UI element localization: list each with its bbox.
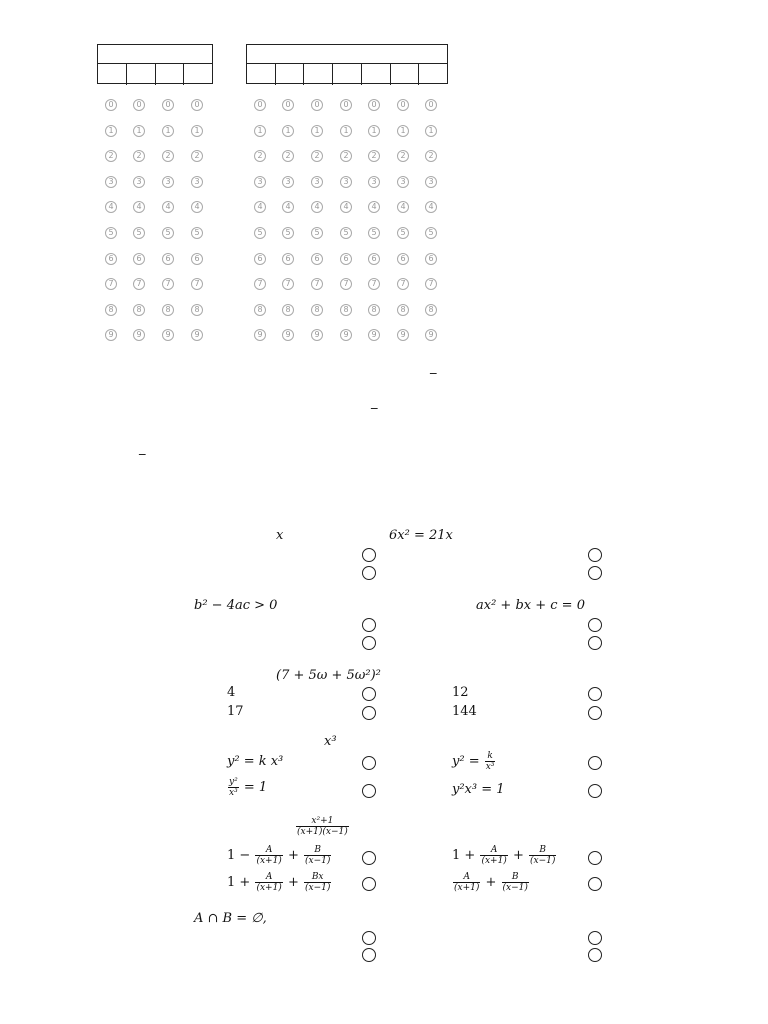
omr-digit-bubble[interactable]: 7 [254, 278, 266, 290]
omr-digit-bubble[interactable]: 4 [340, 201, 352, 213]
fraction-numerator: y² [229, 777, 238, 787]
omr-digit-bubble[interactable]: 3 [311, 176, 323, 188]
omr-digit-bubble[interactable]: 4 [397, 201, 409, 213]
plus-sign: + [481, 875, 501, 890]
q5-option-a-label [227, 845, 332, 866]
omr-digit-bubble[interactable]: 0 [133, 99, 145, 111]
omr-digit-bubble[interactable]: 0 [425, 99, 437, 111]
fraction [529, 845, 556, 866]
omr-digit-bubble[interactable]: 9 [397, 329, 409, 341]
plus-sign: + [508, 848, 528, 863]
fraction-denominator: (x−1) [529, 856, 556, 866]
fraction [480, 845, 507, 866]
answer-grid-header-left [97, 44, 213, 84]
omr-digit-bubble[interactable]: 0 [162, 99, 174, 111]
q6-option-a-radio[interactable] [362, 931, 376, 945]
q5-option-c-prefix: 1 + [227, 875, 255, 890]
omr-digit-bubble[interactable]: 9 [425, 329, 437, 341]
fraction [304, 845, 331, 866]
omr-digit-bubble[interactable]: 8 [397, 304, 409, 316]
q5-option-b-label [452, 845, 557, 866]
omr-digit-bubble[interactable]: 8 [105, 304, 117, 316]
fraction-denominator: x³ [485, 762, 495, 772]
omr-digit-bubble[interactable]: 3 [425, 176, 437, 188]
q2-option-d-radio[interactable] [588, 636, 602, 650]
omr-digit-bubble[interactable]: 3 [162, 176, 174, 188]
omr-digit-bubble[interactable]: 1 [368, 125, 380, 137]
q4-option-b-label [452, 751, 496, 772]
omr-digit-bubble[interactable]: 9 [105, 329, 117, 341]
omr-digit-bubble[interactable]: 8 [368, 304, 380, 316]
omr-digit-bubble[interactable]: 8 [254, 304, 266, 316]
omr-digit-bubble[interactable]: 1 [397, 125, 409, 137]
omr-digit-bubble[interactable]: 6 [340, 253, 352, 265]
omr-digit-bubble[interactable]: 7 [105, 278, 117, 290]
q2-option-b-radio[interactable] [588, 618, 602, 632]
q4-option-a-label: y² = k x³ [227, 754, 284, 769]
omr-digit-bubble[interactable]: 0 [254, 99, 266, 111]
omr-digit-bubble[interactable]: 4 [133, 201, 145, 213]
omr-digit-bubble[interactable]: 1 [162, 125, 174, 137]
answer-entry-box[interactable] [419, 64, 447, 85]
answer-entry-box[interactable] [276, 64, 305, 85]
omr-digit-bubble[interactable]: 0 [368, 99, 380, 111]
omr-digit-bubble[interactable]: 7 [368, 278, 380, 290]
fraction-denominator: (x+1) [256, 883, 282, 893]
omr-digit-bubble[interactable]: 3 [340, 176, 352, 188]
fraction-numerator: A [453, 872, 480, 883]
fraction-denominator: (x+1) [256, 856, 282, 866]
omr-digit-bubble[interactable]: 7 [282, 278, 294, 290]
omr-digit-bubble[interactable]: 9 [254, 329, 266, 341]
omr-digit-bubble[interactable]: 1 [105, 125, 117, 137]
answer-entry-box[interactable] [333, 64, 362, 85]
q4-option-a-radio[interactable] [362, 756, 376, 770]
answer-entry-box[interactable] [156, 64, 185, 85]
omr-digit-bubble[interactable]: 8 [340, 304, 352, 316]
answer-entry-box[interactable] [362, 64, 391, 85]
q1-option-b-radio[interactable] [588, 548, 602, 562]
omr-digit-bubble[interactable]: 6 [397, 253, 409, 265]
q6-option-b-radio[interactable] [588, 931, 602, 945]
omr-digit-bubble[interactable]: 6 [191, 253, 203, 265]
omr-digit-bubble[interactable]: 5 [105, 227, 117, 239]
omr-digit-bubble[interactable]: 7 [425, 278, 437, 290]
q6-set-condition: A ∩ B = ∅, [194, 911, 267, 926]
omr-digit-bubble[interactable]: 0 [105, 99, 117, 111]
q4-option-c-label [227, 777, 267, 798]
omr-digit-bubble[interactable]: 3 [133, 176, 145, 188]
fraction-numerator: A [480, 845, 507, 856]
fraction-numerator: B [502, 872, 529, 883]
answer-entry-box[interactable] [247, 64, 276, 85]
fraction [304, 872, 331, 893]
omr-digit-bubble[interactable]: 5 [340, 227, 352, 239]
omr-digit-bubble[interactable]: 9 [340, 329, 352, 341]
omr-digit-bubble[interactable]: 5 [133, 227, 145, 239]
omr-digit-bubble[interactable]: 5 [311, 227, 323, 239]
omr-digit-bubble[interactable]: 0 [311, 99, 323, 111]
blank-dash: _ [371, 395, 378, 410]
fraction [485, 751, 496, 772]
omr-digit-bubble[interactable]: 6 [282, 253, 294, 265]
blank-dash: _ [430, 360, 437, 375]
q5-option-d-label [452, 872, 530, 893]
omr-digit-bubble[interactable]: 3 [191, 176, 203, 188]
omr-digit-bubble[interactable]: 8 [162, 304, 174, 316]
fraction-numerator: A [255, 845, 282, 856]
q2-discriminant-condition: b² − 4ac > 0 [194, 598, 278, 613]
omr-digit-bubble[interactable]: 6 [162, 253, 174, 265]
q3-option-d-radio[interactable] [588, 706, 602, 720]
omr-digit-bubble[interactable]: 7 [191, 278, 203, 290]
q6-option-c-radio[interactable] [362, 948, 376, 962]
q3-option-c-radio[interactable] [362, 706, 376, 720]
answer-entry-box[interactable] [184, 64, 212, 85]
q3-option-a-radio[interactable] [362, 687, 376, 701]
omr-digit-bubble[interactable]: 6 [311, 253, 323, 265]
fraction-denominator: (x−1) [304, 856, 331, 866]
answer-entry-box[interactable] [304, 64, 333, 85]
omr-digit-bubble[interactable]: 4 [105, 201, 117, 213]
omr-digit-bubble[interactable]: 2 [254, 150, 266, 162]
omr-digit-bubble[interactable]: 1 [133, 125, 145, 137]
omr-digit-bubble[interactable]: 8 [311, 304, 323, 316]
omr-digit-bubble[interactable]: 6 [425, 253, 437, 265]
omr-digit-bubble[interactable]: 5 [397, 227, 409, 239]
omr-digit-bubble[interactable]: 9 [311, 329, 323, 341]
answer-entry-box[interactable] [98, 64, 127, 85]
omr-digit-bubble[interactable]: 0 [282, 99, 294, 111]
omr-digit-bubble[interactable]: 2 [311, 150, 323, 162]
plus-sign: + [283, 848, 303, 863]
fraction-denominator: (x+1)(x−1) [297, 827, 348, 837]
q2-quadratic-equation: ax² + bx + c = 0 [476, 598, 585, 613]
omr-digit-bubble[interactable]: 2 [368, 150, 380, 162]
omr-digit-bubble[interactable]: 0 [191, 99, 203, 111]
fraction-numerator: B [529, 845, 556, 856]
omr-digit-bubble[interactable]: 2 [162, 150, 174, 162]
fraction [453, 872, 480, 893]
omr-digit-bubble[interactable]: 8 [191, 304, 203, 316]
q5-option-b-radio[interactable] [588, 851, 602, 865]
omr-digit-bubble[interactable]: 8 [425, 304, 437, 316]
fraction-denominator: (x−1) [502, 883, 528, 893]
omr-digit-bubble[interactable]: 9 [162, 329, 174, 341]
omr-digit-bubble[interactable]: 9 [191, 329, 203, 341]
fraction [255, 872, 282, 893]
answer-grid-title-box [247, 45, 447, 64]
fraction [296, 816, 349, 837]
omr-digit-bubble[interactable]: 4 [162, 201, 174, 213]
q4-label: x³ [324, 734, 337, 749]
omr-digit-bubble[interactable]: 2 [191, 150, 203, 162]
omr-digit-bubble[interactable]: 4 [254, 201, 266, 213]
q3-option-c-label: 17 [227, 704, 244, 719]
q4-option-d-label: y²x³ = 1 [452, 782, 505, 797]
omr-digit-bubble[interactable]: 2 [340, 150, 352, 162]
q5-option-a-prefix: 1 − [227, 848, 255, 863]
omr-digit-bubble[interactable]: 7 [311, 278, 323, 290]
omr-digit-bubble[interactable]: 5 [282, 227, 294, 239]
q4-option-c-suffix: = 1 [239, 780, 268, 795]
omr-digit-bubble[interactable]: 2 [105, 150, 117, 162]
q3-option-a-label: 4 [227, 685, 236, 700]
omr-digit-bubble[interactable]: 1 [425, 125, 437, 137]
fraction-numerator: B [304, 845, 331, 856]
omr-digit-bubble[interactable]: 7 [340, 278, 352, 290]
q3-option-d-label: 144 [452, 704, 477, 719]
omr-digit-bubble[interactable]: 2 [397, 150, 409, 162]
omr-digit-bubble[interactable]: 1 [311, 125, 323, 137]
q1-option-a-radio[interactable] [362, 548, 376, 562]
answer-grid-header-right [246, 44, 448, 84]
omr-digit-bubble[interactable]: 1 [340, 125, 352, 137]
q4-option-d-radio[interactable] [588, 784, 602, 798]
fraction [228, 777, 239, 798]
q1-equation: 6x² = 21x [389, 528, 453, 543]
q2-option-c-radio[interactable] [362, 636, 376, 650]
omr-digit-bubble[interactable]: 9 [282, 329, 294, 341]
omr-digit-bubble[interactable]: 6 [133, 253, 145, 265]
answer-grid-title-box [98, 45, 212, 64]
omr-digit-bubble[interactable]: 9 [133, 329, 145, 341]
omr-digit-bubble[interactable]: 4 [368, 201, 380, 213]
q3-option-b-radio[interactable] [588, 687, 602, 701]
q5-option-d-radio[interactable] [588, 877, 602, 891]
plus-sign: + [283, 875, 303, 890]
omr-digit-bubble[interactable]: 3 [397, 176, 409, 188]
fraction-numerator: A [255, 872, 282, 883]
fraction [502, 872, 529, 893]
omr-digit-bubble[interactable]: 5 [368, 227, 380, 239]
omr-digit-bubble[interactable]: 0 [397, 99, 409, 111]
omr-digit-bubble[interactable]: 3 [368, 176, 380, 188]
omr-digit-bubble[interactable]: 7 [133, 278, 145, 290]
omr-digit-bubble[interactable]: 1 [282, 125, 294, 137]
q3-option-b-label: 12 [452, 685, 469, 700]
omr-digit-bubble[interactable]: 7 [162, 278, 174, 290]
omr-digit-bubble[interactable]: 6 [254, 253, 266, 265]
fraction-numerator: k [485, 751, 496, 762]
omr-digit-bubble[interactable]: 9 [368, 329, 380, 341]
omr-digit-bubble[interactable]: 6 [368, 253, 380, 265]
answer-entry-box[interactable] [391, 64, 420, 85]
omr-digit-bubble[interactable]: 6 [105, 253, 117, 265]
omr-digit-bubble[interactable]: 5 [254, 227, 266, 239]
omr-digit-bubble[interactable]: 8 [282, 304, 294, 316]
fraction-numerator: Bx [304, 872, 331, 883]
answer-entry-box[interactable] [127, 64, 156, 85]
q5-option-b-prefix: 1 + [452, 848, 480, 863]
q5-option-a-radio[interactable] [362, 851, 376, 865]
omr-digit-bubble[interactable]: 2 [133, 150, 145, 162]
omr-digit-bubble[interactable]: 2 [425, 150, 437, 162]
fraction-denominator: (x+1) [481, 856, 507, 866]
fraction-denominator: x³ [229, 788, 238, 798]
fraction [255, 845, 282, 866]
q1-option-d-radio[interactable] [588, 566, 602, 580]
omr-digit-bubble[interactable]: 4 [191, 201, 203, 213]
omr-digit-bubble[interactable]: 8 [133, 304, 145, 316]
omr-digit-bubble[interactable]: 1 [191, 125, 203, 137]
blank-dash: _ [139, 441, 146, 456]
omr-digit-bubble[interactable]: 3 [254, 176, 266, 188]
q5-rational-expression [295, 816, 350, 837]
q6-option-d-radio[interactable] [588, 948, 602, 962]
omr-digit-bubble[interactable]: 5 [162, 227, 174, 239]
omr-digit-bubble[interactable]: 5 [191, 227, 203, 239]
omr-digit-bubble[interactable]: 7 [397, 278, 409, 290]
q1-variable-label: x [276, 528, 284, 543]
omr-digit-bubble[interactable]: 3 [105, 176, 117, 188]
q1-option-c-radio[interactable] [362, 566, 376, 580]
q4-option-b-radio[interactable] [588, 756, 602, 770]
fraction-denominator: (x−1) [304, 883, 331, 893]
fraction-denominator: (x+1) [454, 883, 480, 893]
q5-option-c-radio[interactable] [362, 877, 376, 891]
omr-digit-bubble[interactable]: 3 [282, 176, 294, 188]
q4-option-c-radio[interactable] [362, 784, 376, 798]
q2-option-a-radio[interactable] [362, 618, 376, 632]
omr-digit-bubble[interactable]: 5 [425, 227, 437, 239]
q5-option-c-label [227, 872, 332, 893]
fraction-numerator: x²+1 [296, 816, 349, 827]
omr-digit-bubble[interactable]: 0 [340, 99, 352, 111]
omr-digit-bubble[interactable]: 4 [425, 201, 437, 213]
omr-digit-bubble[interactable]: 4 [311, 201, 323, 213]
q4-option-b-prefix: y² = [452, 754, 484, 769]
omr-digit-bubble[interactable]: 1 [254, 125, 266, 137]
omr-digit-bubble[interactable]: 2 [282, 150, 294, 162]
q3-expression: (7 + 5ω + 5ω²)² [276, 668, 381, 683]
omr-digit-bubble[interactable]: 4 [282, 201, 294, 213]
